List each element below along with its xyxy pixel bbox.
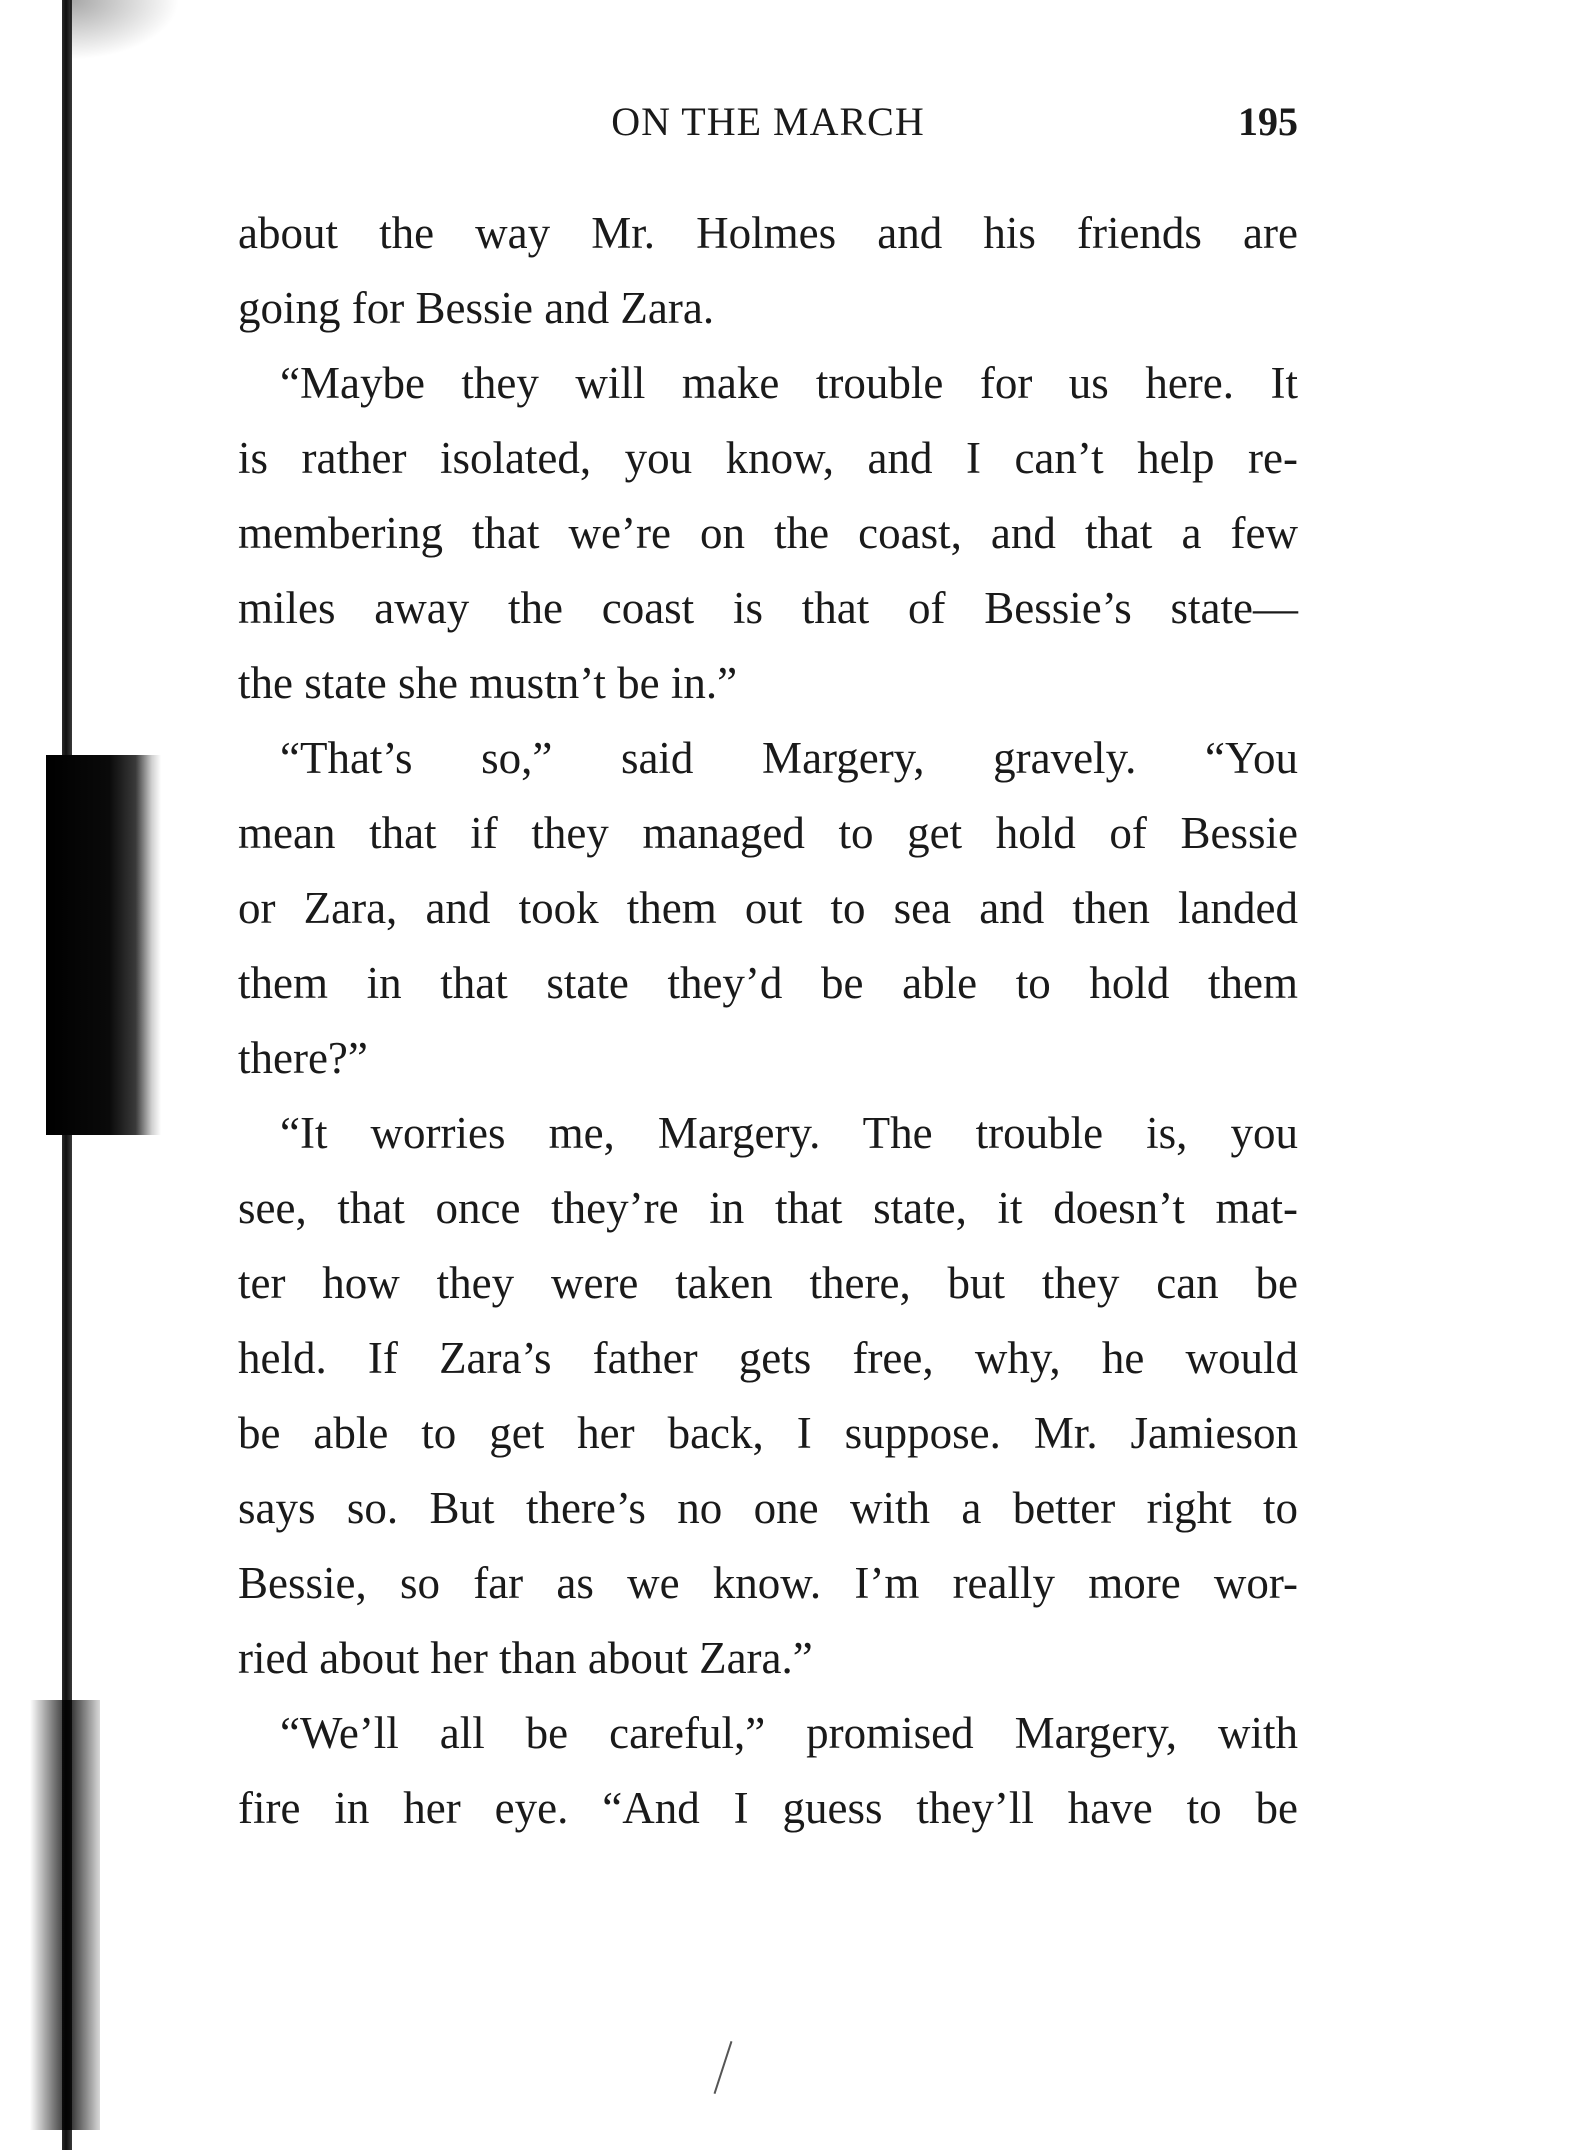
text-line: there?” bbox=[238, 1033, 368, 1083]
text-line: held. If Zara’s father gets free, why, he would bbox=[238, 1333, 1298, 1383]
text-line: about the way Mr. Holmes and his friends are bbox=[238, 208, 1298, 258]
text-line: “We’ll all be careful,” promised Margery, with bbox=[280, 1708, 1298, 1758]
binding-scan-shadow bbox=[46, 755, 161, 1135]
text-line: Bessie, so far as we know. I’m really more wor- bbox=[238, 1558, 1298, 1608]
text-line: them in that state they’d be able to hold them bbox=[238, 958, 1298, 1008]
text-line: be able to get her back, I suppose. Mr. Jamieson bbox=[238, 1408, 1298, 1458]
text-line: see, that once they’re in that state, it doesn’t mat- bbox=[238, 1183, 1298, 1233]
text-line: “Maybe they will make trouble for us here. It bbox=[280, 358, 1298, 408]
text-line: “That’s so,” said Margery, gravely. “You bbox=[280, 733, 1298, 783]
text-line: is rather isolated, you know, and I can’t help re- bbox=[238, 433, 1298, 483]
page-number: 195 bbox=[1238, 99, 1298, 144]
text-line: the state she mustn’t be in.” bbox=[238, 658, 738, 708]
text-line: mean that if they managed to get hold of Bessie bbox=[238, 808, 1298, 858]
scan-mark bbox=[714, 2041, 733, 2094]
binding-top-shadow bbox=[70, 0, 180, 60]
text-line: ter how they were taken there, but they can be bbox=[238, 1258, 1298, 1308]
text-line: “It worries me, Margery. The trouble is, you bbox=[280, 1108, 1298, 1158]
text-line: going for Bessie and Zara. bbox=[238, 283, 715, 333]
text-line: miles away the coast is that of Bessie’s state— bbox=[238, 583, 1298, 633]
text-line: says so. But there’s no one with a better right to bbox=[238, 1483, 1298, 1533]
binding-speckle-shadow bbox=[30, 1700, 100, 2130]
text-line: ried about her than about Zara.” bbox=[238, 1633, 813, 1683]
text-line: membering that we’re on the coast, and that a few bbox=[238, 508, 1298, 558]
running-title: ON THE MARCH bbox=[611, 99, 925, 144]
text-line: or Zara, and took them out to sea and then landed bbox=[238, 883, 1298, 933]
body-text bbox=[238, 196, 1298, 1846]
text-line: fire in her eye. “And I guess they’ll have to be bbox=[238, 1783, 1298, 1833]
page-header bbox=[238, 98, 1298, 148]
